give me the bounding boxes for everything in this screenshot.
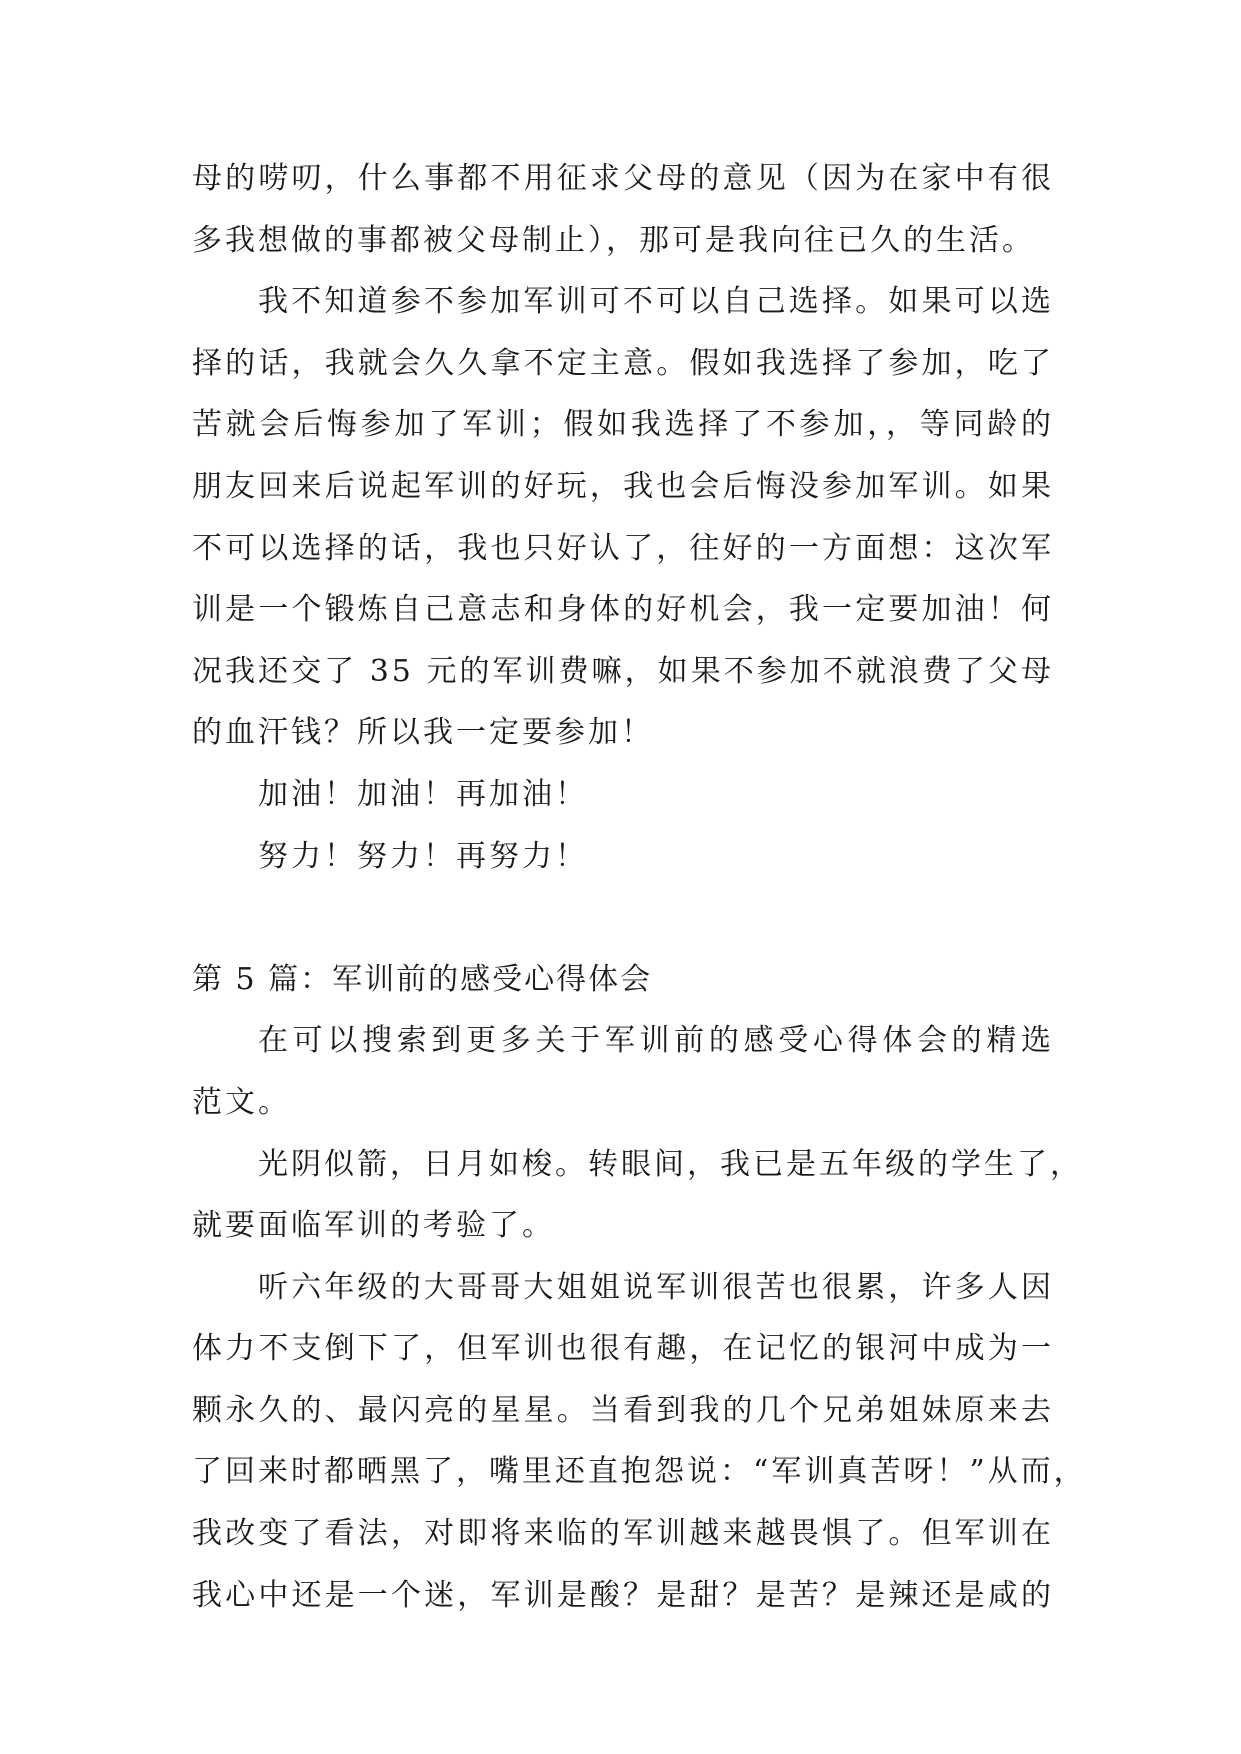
text-line: 了回来时都晒黑了，嘴里还直抱怨说：“军训真苦呀！”从而， — [192, 1454, 1087, 1490]
text-line: 我心中还是一个迷，军训是酸？是甜？是苦？是辣还是咸的 — [192, 1577, 1054, 1613]
text-line: 多我想做的事都被父母制止），那可是我向往已久的生活。 — [192, 222, 1035, 258]
text-line: 就要面临军训的考验了。 — [192, 1208, 555, 1244]
paragraph-start-line: 加油！加油！再加油！ — [258, 776, 588, 812]
paragraph-start-line: 在可以搜索到更多关于军训前的感受心得体会的精选 — [258, 1023, 1054, 1059]
text-line: 我改变了看法，对即将来临的军训越来越畏惧了。但军训在 — [192, 1516, 1054, 1552]
text-line: 体力不支倒下了，但军训也很有趣，在记忆的银河中成为一 — [192, 1331, 1054, 1367]
text-line: 母的唠叨，什么事都不用征求父母的意见（因为在家中有很 — [192, 161, 1054, 196]
paragraph-start-line: 努力！努力！再努力！ — [258, 838, 588, 874]
document-body — [192, 148, 1087, 1626]
text-line: 况我还交了 35 元的军训费嘛，如果不参加不就浪费了父母 — [192, 653, 1054, 689]
paragraph-start-line: 我不知道参不参加军训可不可以自己选择。如果可以选 — [258, 284, 1054, 320]
paragraph-start-line: 听六年级的大哥哥大姐姐说军训很苦也很累，许多人因 — [258, 1269, 1054, 1305]
text-line: 颗永久的、最闪亮的星星。当看到我的几个兄弟姐妹原来去 — [192, 1392, 1054, 1428]
text-line: 朋友回来后说起军训的好玩，我也会后悔没参加军训。如果 — [192, 468, 1054, 504]
paragraph-start-line: 光阴似箭，日月如梭。转眼间，我已是五年级的学生了， — [258, 1146, 1083, 1182]
text-line: 择的话，我就会久久拿不定主意。假如我选择了参加，吃了 — [192, 345, 1054, 381]
text-line: 不可以选择的话，我也只好认了，往好的一方面想：这次军 — [192, 530, 1054, 566]
essay-part-5 — [192, 949, 1087, 1627]
essay-part-1 — [192, 148, 1054, 887]
text-line: 训是一个锻炼自己意志和身体的好机会，我一定要加油！何 — [192, 592, 1054, 628]
section-spacer — [192, 887, 1054, 949]
text-line: 范文。 — [192, 1084, 291, 1120]
text-line: 苦就会后悔参加了军训；假如我选择了不参加，，等同龄的 — [192, 407, 1054, 443]
section-heading: 第 5 篇：军训前的感受心得体会 — [192, 961, 653, 997]
text-line: 的血汗钱？所以我一定要参加！ — [192, 715, 654, 751]
